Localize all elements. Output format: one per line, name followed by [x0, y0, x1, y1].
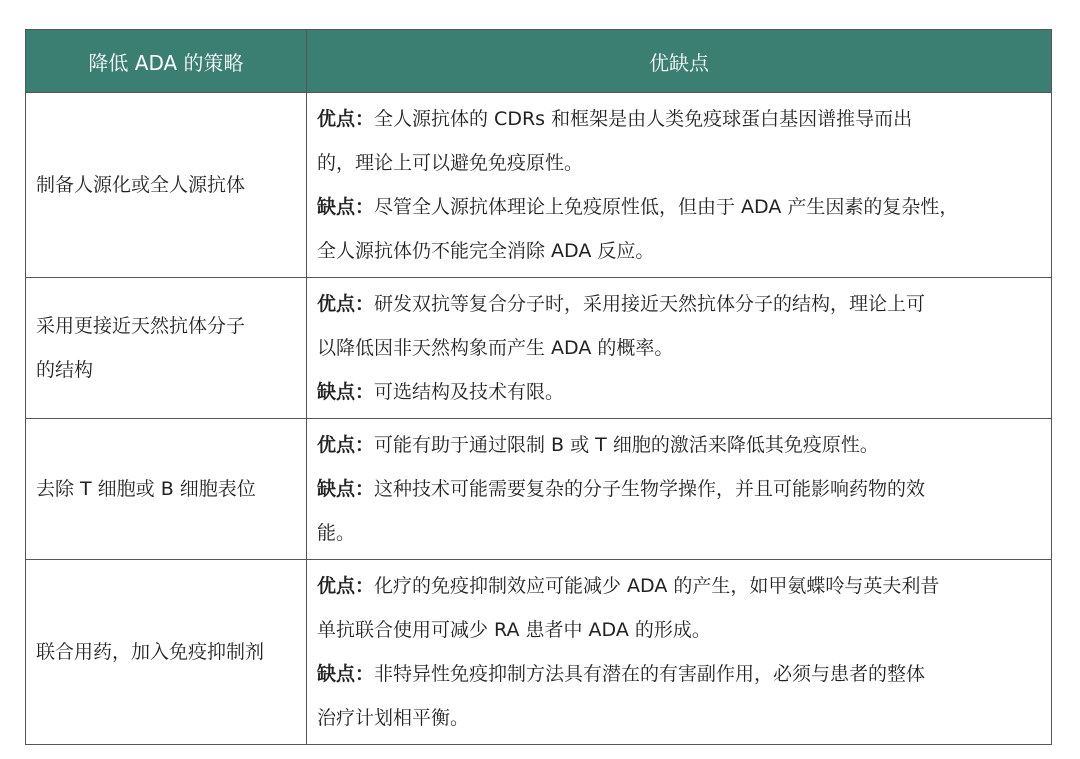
pro-label: 优点： [317, 108, 375, 130]
pro-label: 优点： [317, 293, 375, 315]
pro-line [317, 608, 1041, 652]
strategy-text: 的结构 [36, 359, 94, 381]
pro-text: 全人源抗体的 CDRs 和框架是由人类免疫球蛋白基因谱推导而出 [374, 108, 913, 130]
ada-strategy-table [25, 29, 1052, 745]
con-line [317, 229, 1041, 273]
pros-cons-cell [307, 93, 1052, 278]
strategy-cell [26, 419, 307, 560]
con-line [317, 185, 1041, 229]
pro-line [317, 423, 1041, 467]
pro-label: 优点： [317, 575, 375, 597]
pro-label: 优点： [317, 434, 375, 456]
pro-line [317, 282, 1041, 326]
strategy-cell [26, 278, 307, 419]
strategy-cell [26, 560, 307, 745]
strategy-text: 联合用药，加入免疫抑制剂 [36, 641, 265, 663]
header-strategy: 降低 ADA 的策略 [26, 30, 307, 93]
con-line [317, 370, 1041, 414]
strategy-text: 去除 T 细胞或 B 细胞表位 [36, 478, 256, 500]
pros-cons-cell [307, 560, 1052, 745]
con-text: 全人源抗体仍不能完全消除 ADA 反应。 [317, 240, 655, 262]
con-line [317, 467, 1041, 511]
strategy-text: 制备人源化或全人源抗体 [36, 174, 246, 196]
pro-line [317, 97, 1041, 141]
pro-text: 以降低因非天然构象而产生 ADA 的概率。 [317, 337, 674, 359]
pro-line [317, 326, 1041, 370]
table-row [26, 93, 1052, 278]
table-row [26, 278, 1052, 419]
strategy-cell [26, 93, 307, 278]
con-label: 缺点： [317, 196, 375, 218]
con-text: 尽管全人源抗体理论上免疫原性低，但由于 ADA 产生因素的复杂性， [374, 196, 959, 218]
pro-text: 化疗的免疫抑制效应可能减少 ADA 的产生，如甲氨蝶呤与英夫利昔 [374, 575, 940, 597]
pro-text: 单抗联合使用可减少 RA 患者中 ADA 的形成。 [317, 619, 711, 641]
con-text: 能。 [317, 522, 356, 544]
con-label: 缺点： [317, 478, 375, 500]
con-text: 这种技术可能需要复杂的分子生物学操作，并且可能影响药物的效 [374, 478, 926, 500]
pros-cons-cell [307, 278, 1052, 419]
con-text: 可选结构及技术有限。 [374, 381, 565, 403]
pro-line [317, 141, 1041, 185]
header-pros-cons: 优缺点 [307, 30, 1052, 93]
con-text: 非特异性免疫抑制方法具有潜在的有害副作用，必须与患者的整体 [374, 663, 926, 685]
table-row [26, 419, 1052, 560]
pro-text: 的，理论上可以避免免疫原性。 [317, 152, 584, 174]
pro-text: 研发双抗等复合分子时，采用接近天然抗体分子的结构，理论上可 [374, 293, 926, 315]
con-line [317, 652, 1041, 696]
pro-line [317, 564, 1041, 608]
con-label: 缺点： [317, 381, 375, 403]
con-label: 缺点： [317, 663, 375, 685]
table-row [26, 560, 1052, 745]
pro-text: 可能有助于通过限制 B 或 T 细胞的激活来降低其免疫原性。 [374, 434, 879, 456]
con-line [317, 511, 1041, 555]
con-line [317, 696, 1041, 740]
pros-cons-cell [307, 419, 1052, 560]
con-text: 治疗计划相平衡。 [317, 707, 470, 729]
strategy-text: 采用更接近天然抗体分子 [36, 315, 246, 337]
